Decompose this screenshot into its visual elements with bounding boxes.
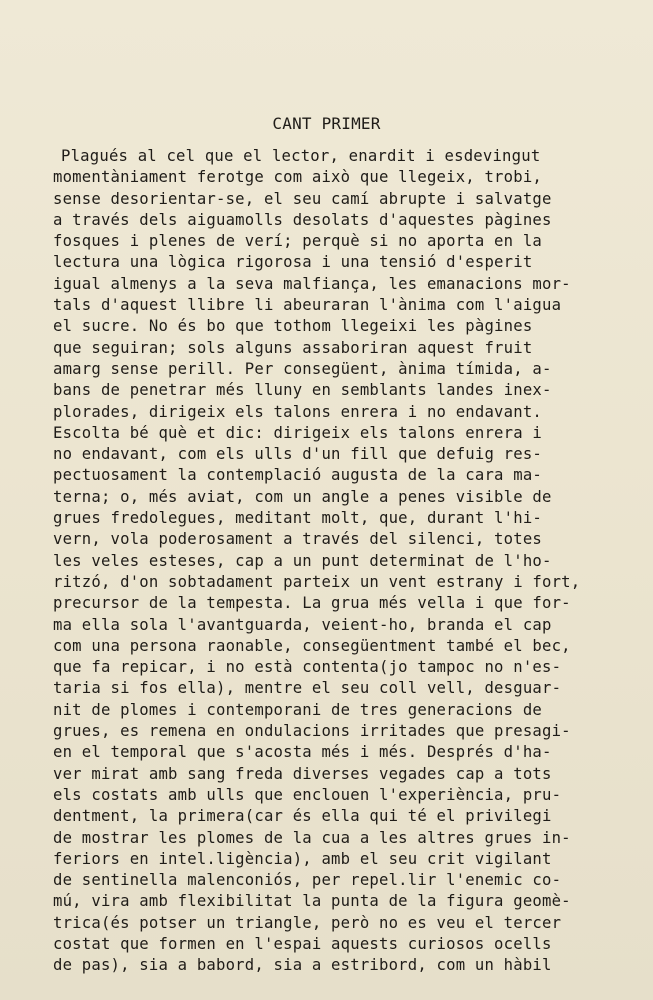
- text-line: de pas), sia a babord, sia a estribord, com un hàbil: [53, 956, 552, 975]
- page-title: CANT PRIMER: [272, 114, 381, 133]
- text-line: grues, es remena en ondulacions irritades que presagi-: [53, 722, 571, 741]
- text-line: que fa repicar, i no està contenta(jo tampoc no n'es-: [53, 658, 562, 677]
- text-line: dentment, la primera(car és ella qui té el privilegi: [53, 807, 552, 826]
- text-line: fosques i plenes de verí; perquè si no aporta en la: [53, 232, 542, 251]
- text-line: taria si fos ella), mentre el seu coll vell, desguar-: [53, 679, 562, 698]
- text-line: precursor de la tempesta. La grua més vella i que for-: [53, 594, 571, 613]
- text-line: sense desorientar-se, el seu camí abrupte i salvatge: [53, 189, 552, 208]
- text-line: de sentinella malenconiós, per repel.lir l'enemic co-: [53, 871, 562, 890]
- text-line: grues fredolegues, meditant molt, que, durant l'hi-: [53, 509, 542, 528]
- text-line: momentàniament ferotge com això que llegeix, trobi,: [53, 168, 542, 187]
- text-line: a través dels aiguamolls desolats d'aquestes pàgines: [53, 210, 552, 229]
- text-line: terna; o, més aviat, com un angle a penes visible de: [53, 487, 552, 506]
- text-line: en el temporal que s'acosta més i més. Després d'ha-: [53, 743, 552, 762]
- text-line: nit de plomes i contemporani de tres generacions de: [53, 700, 542, 719]
- text-line: mú, vira amb flexibilitat la punta de la figura geomè-: [53, 892, 571, 911]
- text-line: pectuosament la contemplació augusta de la cara ma-: [53, 466, 542, 485]
- text-line: trica(és potser un triangle, però no es veu el tercer: [53, 913, 562, 932]
- text-line: amarg sense perill. Per consegüent, ànima tímida, a-: [53, 359, 552, 378]
- text-line: plorades, dirigeix els talons enrera i no endavant.: [53, 402, 542, 421]
- text-line: ma ella sola l'avantguarda, veient-ho, branda el cap: [53, 615, 552, 634]
- text-line: les veles esteses, cap a un punt determinat de l'ho-: [53, 551, 552, 570]
- text-line: tals d'aquest llibre li abeuraran l'ànima com l'aigua: [53, 296, 562, 315]
- text-line: bans de penetrar més lluny en semblants landes inex-: [53, 381, 552, 400]
- text-line: ritzó, d'on sobtadament parteix un vent estrany i fort,: [53, 572, 581, 591]
- text-line: feriors en intel.ligència), amb el seu crit vigilant: [53, 849, 552, 868]
- text-line: vern, vola poderosament a través del silenci, totes: [53, 530, 542, 549]
- text-line: de mostrar les plomes de la cua a les altres grues in-: [53, 828, 571, 847]
- text-line: costat que formen en l'espai aquests curiosos ocells: [53, 934, 552, 953]
- body-text: [53, 146, 643, 977]
- text-line: Escolta bé què et dic: dirigeix els talons enrera i: [53, 423, 542, 442]
- text-line: lectura una lògica rigorosa i una tensió d'esperit: [53, 253, 533, 272]
- text-line: igual almenys a la seva malfiança, les emanacions mor-: [53, 274, 571, 293]
- text-line: ver mirat amb sang freda diverses vegades cap a tots: [53, 764, 552, 783]
- text-line: Plagués al cel que el lector, enardit i esdevingut: [61, 147, 541, 165]
- text-line: el sucre. No és bo que tothom llegeixi les pàgines: [53, 317, 533, 336]
- text-line: com una persona raonable, consegüentment també el bec,: [53, 636, 571, 655]
- text-line: els costats amb ulls que enclouen l'experiència, pru-: [53, 785, 562, 804]
- text-line: no endavant, com els ulls d'un fill que defuig res-: [53, 445, 542, 464]
- text-line: que seguiran; sols alguns assaboriran aquest fruit: [53, 338, 533, 357]
